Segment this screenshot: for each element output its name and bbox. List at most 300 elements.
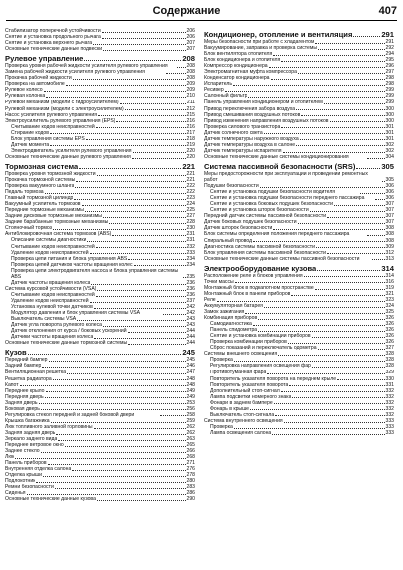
dot-leader bbox=[234, 428, 385, 429]
toc-page-number: 313 bbox=[385, 255, 395, 262]
dot-leader bbox=[267, 373, 384, 374]
toc-entry-title: Задние дисковые тормозные механизмы bbox=[5, 213, 102, 220]
toc-entry-title: Заднее стекло bbox=[5, 448, 40, 455]
dot-leader bbox=[166, 73, 186, 74]
dot-leader bbox=[77, 320, 185, 321]
toc-page-number: 332 bbox=[385, 399, 394, 406]
toc-page-number: 297 bbox=[385, 69, 394, 76]
toc-entry-title: Замок зажигания bbox=[204, 309, 245, 316]
toc-page-number: 233 bbox=[186, 249, 195, 256]
toc-entry bbox=[5, 46, 195, 52]
dot-leader bbox=[20, 385, 186, 386]
dot-leader bbox=[44, 91, 186, 92]
dot-leader bbox=[97, 175, 186, 176]
toc-page-number: 242 bbox=[186, 304, 195, 311]
dot-leader bbox=[300, 139, 385, 140]
toc-entry-title: Люк bbox=[5, 454, 15, 461]
toc-page-number: 304 bbox=[385, 153, 394, 160]
toc-entry-title: Самодиагностика bbox=[210, 321, 252, 328]
dot-leader bbox=[48, 464, 186, 465]
toc-page-number: 218 bbox=[186, 135, 195, 142]
toc-page-number: 234 bbox=[186, 261, 195, 268]
toc-page-number: 208 bbox=[182, 54, 195, 64]
toc-entry-title: Проверка на автомобиле bbox=[5, 81, 65, 88]
toc-page-number: 291 bbox=[381, 30, 394, 39]
toc-entry-title: Кондиционер, отопление и вентиляция bbox=[204, 30, 353, 39]
toc-page-number: 332 bbox=[385, 405, 394, 412]
toc-page-number: 259 bbox=[186, 417, 195, 424]
dot-leader bbox=[271, 79, 385, 80]
toc-entry-title: Блок кондиционера и отопителя bbox=[204, 57, 281, 64]
dot-leader bbox=[337, 379, 384, 380]
toc-page-number: 299 bbox=[385, 87, 394, 94]
toc-page-number: 265 bbox=[186, 442, 195, 449]
dot-leader bbox=[275, 415, 384, 416]
dot-leader bbox=[28, 354, 182, 355]
toc-entry-title: Проверка уровня тормозной жидкости bbox=[5, 170, 96, 177]
dot-leader bbox=[85, 211, 186, 212]
toc-entry-title: Система внутреннего освещения bbox=[204, 417, 283, 424]
dot-leader bbox=[356, 168, 380, 169]
dot-leader bbox=[87, 241, 185, 242]
toc-entry-title: Электроусилитель рулевого управления (EPS) bbox=[5, 117, 116, 124]
toc-page-number: 212 bbox=[186, 105, 195, 112]
toc-entry bbox=[5, 340, 195, 346]
toc-entry-title: Снятие и установка боковых подушек безопасности bbox=[210, 201, 333, 208]
dot-leader bbox=[327, 217, 384, 218]
dot-leader bbox=[310, 211, 385, 212]
toc-page-number: 244 bbox=[186, 328, 195, 335]
toc-page-number: 221 bbox=[182, 161, 195, 171]
toc-section-heading bbox=[204, 30, 394, 39]
toc-entry-title: Замена рабочей жидкости усилителя рулевого управления bbox=[5, 69, 145, 76]
toc-page-number: 223 bbox=[186, 195, 195, 202]
toc-entry-title: Внутренняя отделка салона bbox=[5, 466, 72, 473]
toc-page-number: 326 bbox=[385, 327, 394, 334]
dot-leader bbox=[281, 61, 384, 62]
toc-page-number: 256 bbox=[186, 405, 195, 412]
toc-page-number: 235 bbox=[186, 273, 195, 280]
dot-leader bbox=[264, 307, 385, 308]
dot-leader bbox=[39, 403, 186, 404]
toc-entry-title: Отделка крыши bbox=[5, 472, 42, 479]
toc-entry-title: Кузов bbox=[5, 348, 27, 358]
toc-page-number: 207 bbox=[186, 40, 195, 47]
dot-leader bbox=[50, 133, 186, 134]
toc-page-number: 222 bbox=[186, 183, 195, 190]
dot-leader bbox=[84, 60, 181, 61]
dot-leader bbox=[50, 145, 185, 146]
toc-entry-title: Ремни безопасности bbox=[5, 484, 54, 491]
dot-leader bbox=[283, 152, 385, 153]
toc-page-number: 230 bbox=[186, 225, 195, 232]
toc-page-number: 225 bbox=[186, 207, 195, 214]
toc-entry-title: Сброс показаний и переключатель одометра bbox=[210, 345, 317, 352]
toc-entry-title: Снятие и установка продольного рычага bbox=[5, 34, 101, 41]
toc-page-number: 236 bbox=[186, 279, 195, 286]
toc-page-number: 314 bbox=[381, 263, 394, 273]
toc-entry-title: Система пассивной безопасности (SRS) bbox=[204, 161, 356, 171]
toc-page-number: 231 bbox=[186, 231, 195, 238]
dot-leader bbox=[292, 397, 384, 398]
toc-entry-title: Блок вентилятора отопителя bbox=[204, 51, 273, 58]
toc-entry-title: Переднее крыло bbox=[5, 387, 45, 394]
toc-page-number: 331 bbox=[385, 381, 394, 388]
toc-page-number: 307 bbox=[385, 207, 394, 214]
toc-entry-title: Вентиляционная решетка bbox=[5, 369, 67, 376]
dot-leader bbox=[53, 379, 186, 380]
dot-leader bbox=[94, 308, 186, 309]
toc-page-number: 216 bbox=[186, 117, 195, 124]
toc-entry-title: Комбинация приборов bbox=[204, 315, 258, 322]
toc-entry-title: Основные технические данные системы кондиционирования bbox=[204, 153, 349, 160]
toc-entry-title: Передний датчик системы пассивной безопасности bbox=[204, 213, 327, 220]
dot-leader bbox=[353, 36, 380, 37]
toc-page-number: 219 bbox=[186, 141, 195, 148]
dot-leader bbox=[56, 434, 185, 435]
toc-page-number: 243 bbox=[186, 316, 195, 323]
dot-leader bbox=[91, 284, 185, 285]
dot-leader bbox=[367, 235, 384, 236]
toc-entry-title: Лампа освещения салона bbox=[210, 429, 272, 436]
toc-entry-title: Зеркало заднего вида bbox=[5, 436, 58, 442]
toc-page-number: 330 bbox=[385, 375, 394, 382]
dot-leader bbox=[334, 205, 385, 206]
dot-leader bbox=[15, 458, 185, 459]
toc-entry-title: Рулевой механизм (модели с электроусилителем) bbox=[5, 105, 124, 112]
toc-page-number: 326 bbox=[385, 333, 394, 340]
dot-leader bbox=[134, 265, 186, 266]
toc-page-number: 290 bbox=[186, 496, 195, 503]
toc-entry-title: Передний бампер bbox=[5, 357, 48, 364]
toc-page-number: 247 bbox=[186, 369, 195, 376]
dot-leader bbox=[98, 115, 186, 116]
toc-entry-title: Лампа подсветки номерного знака bbox=[210, 393, 292, 400]
toc-entry-title: Стирание кодов bbox=[11, 129, 49, 136]
toc-entry-title: Привод переключения забора воздуха bbox=[204, 105, 296, 112]
toc-entry-title: Блок управления системы пассивной безопасности bbox=[204, 249, 326, 256]
dot-leader bbox=[58, 440, 185, 441]
toc-page-number: 294 bbox=[385, 51, 394, 58]
toc-entry-title: Стояночный тормоз bbox=[5, 225, 53, 232]
toc-page-number: 221 bbox=[186, 170, 195, 177]
toc-page-number: 295 bbox=[385, 57, 394, 64]
dot-leader bbox=[260, 187, 385, 188]
toc-page-number: 299 bbox=[385, 99, 394, 106]
toc-page-number: 242 bbox=[186, 310, 195, 317]
dot-leader bbox=[51, 422, 186, 423]
dot-leader bbox=[109, 223, 185, 224]
toc-page-number: 300 bbox=[385, 117, 394, 124]
toc-entry-title: Считывание кодов неисправностей bbox=[11, 291, 95, 298]
toc-section-heading bbox=[5, 348, 195, 357]
toc-page-number: 306 bbox=[385, 195, 394, 202]
dot-leader bbox=[67, 373, 185, 374]
toc-entry-title: Ресивер bbox=[204, 87, 224, 94]
dot-leader bbox=[296, 145, 384, 146]
toc-entry bbox=[5, 154, 195, 160]
toc-entry-title: Проверка уровня рабочей жидкости усилителя рулевого управления bbox=[5, 63, 168, 70]
toc-entry-title: Датчик солнечного света bbox=[204, 129, 263, 136]
toc-entry-title: Электромагнитная муфта компрессора bbox=[204, 69, 297, 76]
toc-page-number: 276 bbox=[186, 466, 195, 473]
toc-entry-title: Привод смешивания воздушных потоков bbox=[204, 111, 301, 118]
toc-entry-title: Проверка вакуумного шланга bbox=[5, 183, 75, 190]
toc-page-number: 244 bbox=[186, 334, 195, 341]
dot-leader bbox=[269, 67, 385, 68]
toc-page-number: 302 bbox=[385, 147, 394, 154]
dot-leader bbox=[298, 223, 385, 224]
toc-page-number: 321 bbox=[385, 290, 394, 297]
toc-page-number: 245 bbox=[182, 348, 195, 358]
dot-leader bbox=[128, 344, 185, 345]
toc-page-number: 206 bbox=[186, 34, 195, 41]
dot-leader bbox=[74, 199, 185, 200]
toc-entry-title: Установка нулевой точки датчиков bbox=[11, 304, 93, 311]
dot-leader bbox=[330, 121, 385, 122]
dot-leader bbox=[217, 301, 385, 302]
toc-section-heading bbox=[204, 264, 394, 273]
toc-page-number: 216 bbox=[186, 123, 195, 130]
dot-leader bbox=[90, 302, 186, 303]
toc-page-number: 210 bbox=[186, 93, 195, 100]
toc-entry-title: Реле bbox=[204, 296, 216, 303]
toc-entry-title: Основные технические данные системы пассивной безопасности bbox=[204, 255, 360, 262]
dot-leader bbox=[272, 434, 384, 435]
toc-entry-title: Проверка цепи питания и блока управления ABS bbox=[11, 255, 128, 262]
toc-page-number: 208 bbox=[186, 75, 195, 82]
dot-leader bbox=[183, 277, 186, 278]
toc-entry-title: Вакуумный усилитель тормозов bbox=[5, 201, 81, 208]
toc-page-number: 206 bbox=[186, 28, 195, 34]
dot-leader bbox=[41, 409, 186, 410]
toc-page-number: 217 bbox=[186, 129, 195, 136]
dot-leader bbox=[96, 296, 186, 297]
dot-leader bbox=[46, 97, 185, 98]
dot-leader bbox=[72, 470, 185, 471]
toc-page-number: 253 bbox=[186, 399, 195, 406]
dot-leader bbox=[73, 79, 186, 80]
dot-leader bbox=[46, 391, 186, 392]
dot-leader bbox=[324, 103, 385, 104]
toc-section-heading bbox=[5, 162, 195, 171]
toc-entry-title: Модулятор давления и блок управления системы VSA bbox=[11, 310, 141, 317]
dot-leader bbox=[103, 217, 186, 218]
toc-page-number: 301 bbox=[385, 129, 394, 136]
dot-leader bbox=[375, 199, 385, 200]
toc-entry-title: Привод изменения направления воздушных потоков bbox=[204, 117, 329, 124]
toc-entry-title: Снятие и установка верхнего рычага bbox=[5, 40, 93, 47]
toc-entry-title: Проверка цепей датчиков частоты вращения колес bbox=[11, 261, 133, 268]
toc-page-number: 306 bbox=[385, 189, 395, 196]
toc-entry-title: Переднее ветровое окно bbox=[5, 442, 64, 449]
toc-page-number: 308 bbox=[385, 237, 394, 244]
toc-entry-title: Датчик шторок безопасности bbox=[204, 225, 273, 232]
dot-leader bbox=[360, 193, 384, 194]
toc-page-number: 300 bbox=[385, 105, 394, 112]
dot-leader bbox=[97, 500, 186, 501]
toc-page-number: 328 bbox=[385, 357, 394, 364]
dot-leader bbox=[235, 282, 385, 283]
toc-page-number: 246 bbox=[186, 363, 195, 370]
dot-leader bbox=[274, 403, 385, 404]
toc-entry-title: Удаление кодов неисправностей bbox=[11, 297, 89, 304]
toc-entry-title: Основные технические данные рулевого управления bbox=[5, 153, 131, 160]
toc-entry-title: Фонари в заднем бампере bbox=[210, 399, 273, 406]
dot-leader bbox=[312, 367, 385, 368]
toc-page-number: 243 bbox=[186, 322, 195, 329]
toc-entry-title: Датчик боковых подушек безопасности bbox=[204, 219, 297, 226]
dot-leader bbox=[327, 253, 385, 254]
dot-leader bbox=[65, 446, 186, 447]
toc-page-number: 296 bbox=[385, 63, 394, 70]
dot-leader bbox=[94, 338, 185, 339]
toc-entry-title: Подлокотник bbox=[5, 478, 36, 485]
dot-leader bbox=[258, 331, 384, 332]
toc-entry-title: Аккумуляторная батарея bbox=[204, 302, 263, 309]
toc-page-number: 307 bbox=[385, 219, 394, 226]
toc-entry-title: Проверка комбинации приборов bbox=[210, 339, 287, 346]
dot-leader bbox=[79, 168, 181, 169]
dot-leader bbox=[112, 235, 185, 236]
toc-entry bbox=[204, 171, 394, 183]
toc-page-number: 221 bbox=[186, 177, 195, 183]
dot-leader bbox=[41, 452, 186, 453]
toc-page-number: 278 bbox=[186, 472, 195, 479]
toc-left-column bbox=[5, 28, 195, 503]
toc-entry-title: Меры безопасности при работе с хладагентом bbox=[204, 39, 315, 45]
page-header bbox=[6, 4, 397, 19]
toc-entry-title: Рулевое управление bbox=[5, 54, 84, 64]
toc-page-number: 209 bbox=[186, 87, 195, 94]
dot-leader bbox=[298, 73, 385, 74]
toc-page-number: 314 bbox=[385, 272, 394, 279]
toc-page-number: 328 bbox=[385, 351, 394, 358]
dot-leader bbox=[55, 488, 186, 489]
toc-entry-title: Меры предосторожности при эксплуатации и проведении ремонтных работ bbox=[204, 170, 368, 184]
dot-leader bbox=[245, 313, 384, 314]
toc-entry-title: Противотуманная фара bbox=[210, 369, 267, 376]
toc-entry-title: Рулевой механизм (модели с гидроусилителем) bbox=[5, 99, 119, 106]
toc-entry-title: Подушки безопасности bbox=[204, 183, 259, 190]
toc-entry-title: Панель управления кондиционером и отопителем bbox=[204, 99, 323, 106]
toc-entry-title: Снятие и установка комбинации приборов bbox=[210, 333, 311, 340]
toc-entry-title: Блок управления системы EPS bbox=[11, 135, 85, 142]
header-rule bbox=[6, 20, 397, 21]
toc-entry-title: Датчик отклонения от курса / боковых ускорений bbox=[11, 328, 127, 335]
toc-page-number: 224 bbox=[186, 201, 195, 208]
page-number: 407 bbox=[378, 5, 397, 17]
dot-leader bbox=[43, 476, 186, 477]
toc-page-number: 258 bbox=[186, 411, 196, 418]
toc-page-number: 207 bbox=[186, 46, 195, 53]
dot-leader bbox=[96, 247, 186, 248]
dot-leader bbox=[45, 193, 186, 194]
dot-leader bbox=[367, 158, 384, 159]
toc-entry-title: Стабилизатор поперечной устойчивости bbox=[5, 28, 101, 34]
toc-page-number: 283 bbox=[186, 484, 195, 491]
toc-page-number: 319 bbox=[385, 284, 394, 291]
toc-entry-title: Задняя задняя дверь bbox=[5, 429, 56, 436]
toc-entry-title: Тормозная система bbox=[5, 161, 79, 171]
toc-page-number: 266 bbox=[186, 448, 195, 455]
toc-entry-title: Конденсатор кондиционера bbox=[204, 75, 270, 82]
toc-page-number: 263 bbox=[186, 436, 195, 442]
dot-leader bbox=[318, 349, 385, 350]
dot-leader bbox=[258, 319, 384, 320]
toc-page-number: 262 bbox=[186, 429, 195, 436]
dot-leader bbox=[281, 127, 384, 128]
toc-page-number: 245 bbox=[186, 357, 195, 364]
toc-entry-title: Рулевая колонка bbox=[5, 93, 46, 100]
toc-entry-title: Выключатель системы VSA bbox=[11, 316, 77, 323]
toc-entry-title: Снятие и установка подушки безопасности переднего пассажира bbox=[210, 195, 365, 202]
toc-entry-title: Решетка радиатора bbox=[5, 375, 52, 382]
toc-page-number: 211 bbox=[186, 99, 195, 106]
toc-entry-title: Основные технические данные кузова bbox=[5, 496, 96, 503]
toc-entry-title: Антиблокировочная система тормозов (ABS) bbox=[5, 231, 112, 238]
toc-entry-title: Проверка цепи электродвигателя насоса и блока управления системы ABS bbox=[11, 267, 179, 280]
toc-page-number: 326 bbox=[385, 339, 394, 346]
dot-leader bbox=[103, 50, 185, 51]
toc-page-number: 248 bbox=[186, 381, 195, 388]
toc-entry-title: Снятие и установка шторок безопасности bbox=[210, 207, 309, 214]
toc-entry bbox=[5, 496, 195, 502]
dot-leader bbox=[315, 289, 385, 290]
dot-leader bbox=[291, 295, 384, 296]
toc-entry-title: Насос усилителя рулевого управления bbox=[5, 111, 97, 118]
toc-page-number: 298 bbox=[385, 75, 394, 82]
toc-page-number: 271 bbox=[186, 460, 195, 467]
toc-page-number: 328 bbox=[385, 363, 394, 370]
toc-entry-title: Точки массы bbox=[204, 278, 234, 285]
dot-leader bbox=[316, 247, 385, 248]
toc-entry-title: Считывание кодов неисправностей bbox=[11, 243, 95, 250]
toc-entry-title: Регулировка направления освещения фар bbox=[210, 363, 311, 370]
toc-entry-title: Салонный фильтр bbox=[204, 93, 248, 100]
dot-leader bbox=[289, 385, 384, 386]
dot-leader bbox=[315, 43, 384, 44]
toc-entry-title: Панель спидометра bbox=[210, 327, 258, 334]
dot-leader bbox=[234, 361, 385, 362]
toc-entry-title: Диагностика системы пассивной безопасности bbox=[204, 243, 315, 250]
toc-page-number: 244 bbox=[186, 340, 195, 347]
toc-entry-title: Прокачка рабочей жидкости bbox=[5, 75, 72, 82]
toc-entry-title: Фонарь в крыше bbox=[210, 405, 250, 412]
dot-leader bbox=[90, 253, 186, 254]
toc-entry-title: Проверка силового транзистора bbox=[204, 123, 281, 130]
toc-page-number: 305 bbox=[385, 177, 394, 184]
toc-entry-title: Капот bbox=[5, 381, 19, 388]
dot-leader bbox=[125, 109, 186, 110]
toc-subentry bbox=[5, 268, 195, 280]
toc-page-number: 222 bbox=[186, 189, 195, 196]
toc-entry-title: Датчик момента bbox=[11, 141, 50, 148]
toc-entry-title: Боковая дверь bbox=[5, 405, 40, 412]
toc-entry-title: Системы внешнего освещения bbox=[204, 351, 278, 358]
dot-leader bbox=[133, 152, 186, 153]
toc-entry bbox=[204, 154, 394, 160]
dot-leader bbox=[312, 337, 385, 338]
toc-entry-title: Задний бампер bbox=[5, 363, 42, 370]
toc-entry-title: Сиденья bbox=[5, 490, 26, 497]
dot-leader bbox=[372, 259, 384, 260]
toc-entry-title: Монтажный блок в панели приборов bbox=[204, 290, 291, 297]
toc-page-number: 228 bbox=[186, 219, 195, 226]
dot-leader bbox=[116, 121, 185, 122]
dot-leader bbox=[132, 158, 186, 159]
dot-leader bbox=[304, 276, 385, 277]
